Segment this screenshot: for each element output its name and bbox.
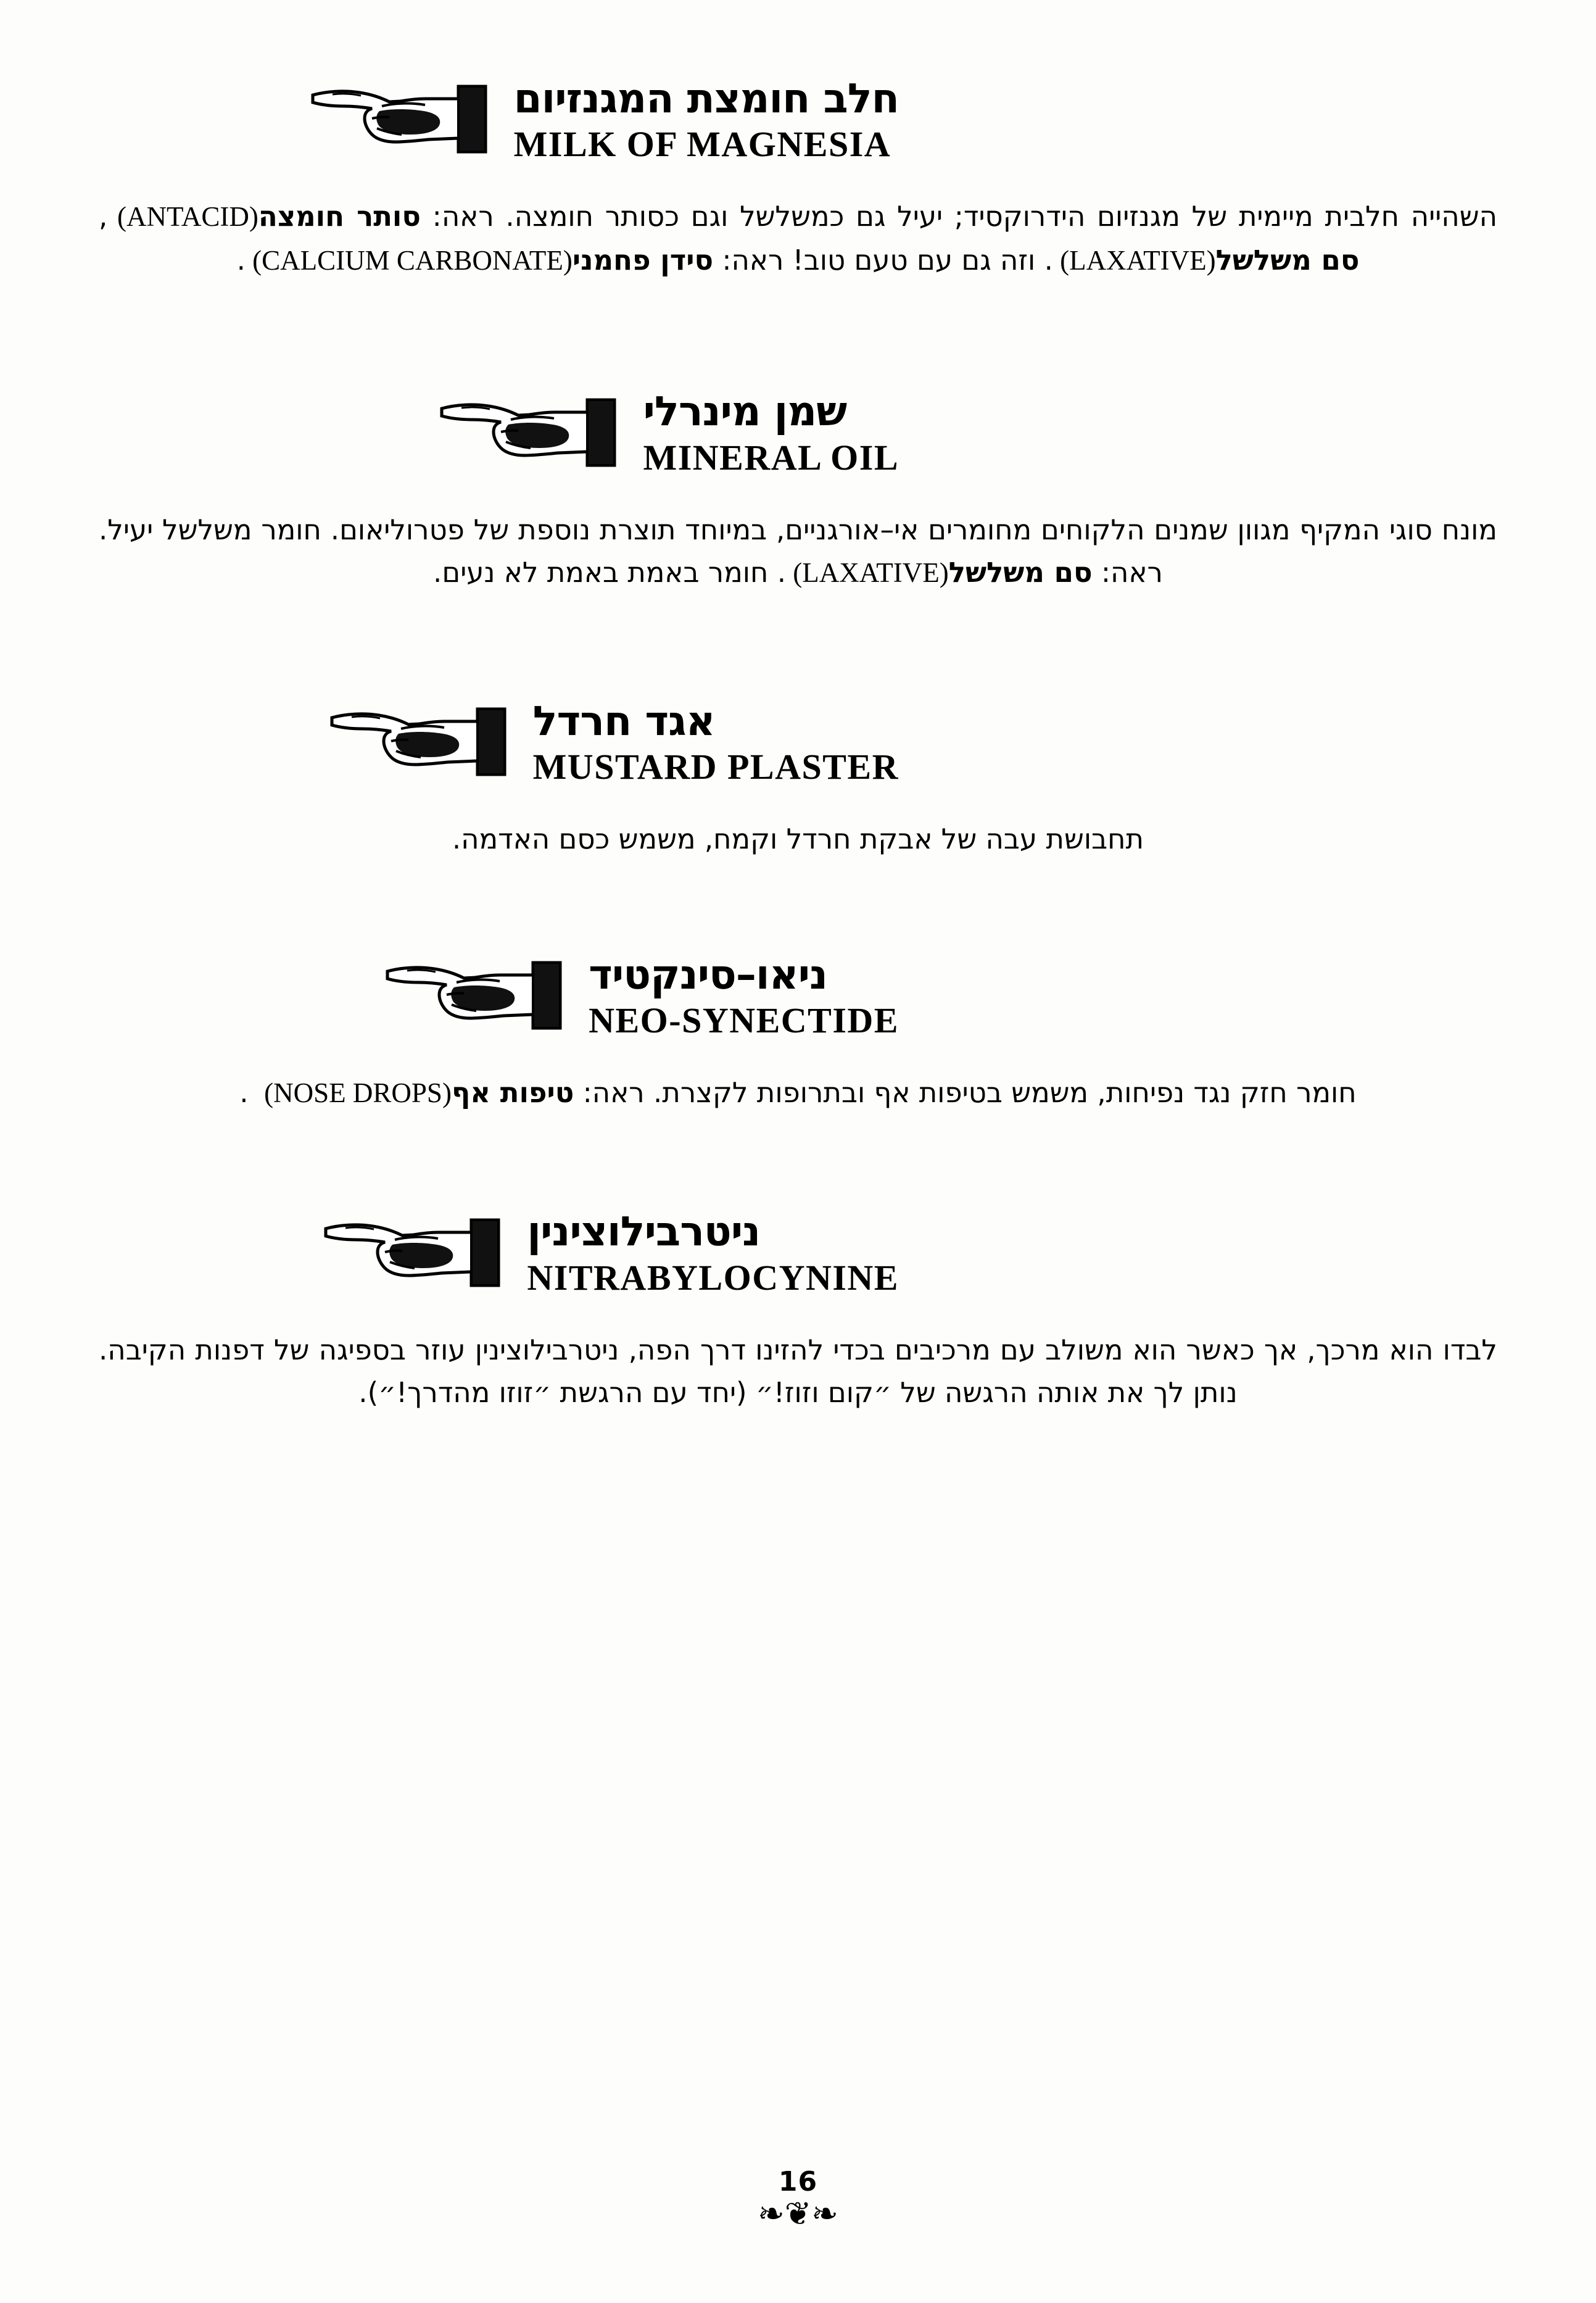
glossary-entry xyxy=(93,697,1503,861)
page-footer xyxy=(0,2166,1596,2233)
entry-description xyxy=(93,818,1503,861)
entry-title-hebrew: שמן מינרלי xyxy=(643,388,847,436)
pointing-hand-icon xyxy=(321,1208,506,1300)
spacer xyxy=(93,861,1503,950)
entry-titles xyxy=(513,74,899,165)
entry-title-hebrew: אגד חרדל xyxy=(532,697,715,745)
text-run: , xyxy=(99,200,108,233)
text-run-latin: (ANTACID) xyxy=(107,201,258,232)
entry-title-english: MUSTARD PLASTER xyxy=(532,747,899,787)
entry-title-english: MILK OF MAGNESIA xyxy=(513,124,891,165)
text-run: מונח סוגי המקיף מגוון שמנים הלקוחים מחומרים אי–אורגניים, במיוחד תוצרת נוספת של פטרוליאום. חומר משלשל יעיל. ראה: xyxy=(99,513,1497,589)
entry-titles xyxy=(643,390,899,476)
entry-title-english: NITRABYLOCYNINE xyxy=(527,1257,899,1298)
text-run-latin: (LAXATIVE) xyxy=(1052,244,1216,276)
entry-titles xyxy=(527,1210,899,1297)
text-run-bold: סותר חומצה xyxy=(258,200,421,233)
entry-header xyxy=(93,697,1503,789)
pointing-hand-icon xyxy=(308,74,493,167)
text-run: . חומר באמת באמת לא נעים. xyxy=(433,556,787,589)
pointing-hand-icon xyxy=(437,388,622,480)
text-run-latin: (LAXATIVE) xyxy=(786,557,949,589)
entry-description xyxy=(93,195,1503,283)
text-run: . xyxy=(239,1076,257,1109)
text-run-bold: סם משלשל xyxy=(1215,243,1360,276)
glossary-entry xyxy=(93,388,1503,595)
entry-title-english: NEO-SYNECTIDE xyxy=(589,1000,899,1040)
entry-titles xyxy=(532,697,899,787)
entry-header xyxy=(93,388,1503,480)
glossary-entry xyxy=(93,1208,1503,1415)
text-run: . וזה גם עם טעם טוב! ראה: xyxy=(713,243,1053,276)
spacer xyxy=(93,595,1503,697)
text-run: השהייה חלבית מיימית של מגנזיום הידרוקסיד; יעיל גם כמשלשל וגם כסותר חומצה. ראה: xyxy=(420,200,1497,233)
ornament-icon: ❧❦❧ xyxy=(758,2196,838,2233)
entry-title-hebrew: חלב חומצת המגנזיום xyxy=(513,74,899,122)
entry-title-hebrew: ניאו–סינקטיד xyxy=(589,950,827,998)
text-run-bold: טיפות אף xyxy=(451,1076,574,1109)
spacer xyxy=(93,1115,1503,1208)
pointing-hand-icon xyxy=(382,950,568,1043)
text-run: חומר חזק נגד נפיחות, משמש בטיפות אף ובתרופות לקצרת. ראה: xyxy=(574,1076,1357,1109)
text-run-latin: (NOSE DROPS) xyxy=(257,1077,452,1108)
text-run: תחבושת עבה של אבקת חרדל וקמח, משמש כסם האדמה. xyxy=(452,823,1144,855)
glossary-entry xyxy=(93,74,1503,283)
spacer xyxy=(93,283,1503,388)
text-run-bold: סידן פחמני xyxy=(572,243,714,276)
glossary-entry xyxy=(93,950,1503,1115)
pointing-hand-icon xyxy=(327,697,512,789)
entry-titles xyxy=(589,950,899,1040)
text-run-latin: (CALCIUM CARBONATE) xyxy=(245,244,573,276)
entry-description xyxy=(93,1329,1503,1415)
entry-description xyxy=(93,1071,1503,1115)
text-run: לבדו הוא מרכך, אך כאשר הוא משולב עם מרכיבים בכדי להזינו דרך הפה, ניטרבילוצינין עוזר בספיגה של דפנות הקיבה. נותן לך את אותה הרגשה של ״קום וזוז!״ (יחד עם הרגשת ״זוזו מהדרך!״). xyxy=(99,1333,1497,1409)
entry-title-hebrew: ניטרבילוצינין xyxy=(527,1208,761,1256)
text-run: . xyxy=(236,243,246,276)
entry-description xyxy=(93,508,1503,595)
entry-header xyxy=(93,950,1503,1043)
entry-header xyxy=(93,74,1503,167)
text-run-bold: סם משלשל xyxy=(948,556,1093,589)
entry-header xyxy=(93,1208,1503,1300)
entry-title-english: MINERAL OIL xyxy=(643,437,899,478)
page-number: 16 xyxy=(778,2166,818,2198)
